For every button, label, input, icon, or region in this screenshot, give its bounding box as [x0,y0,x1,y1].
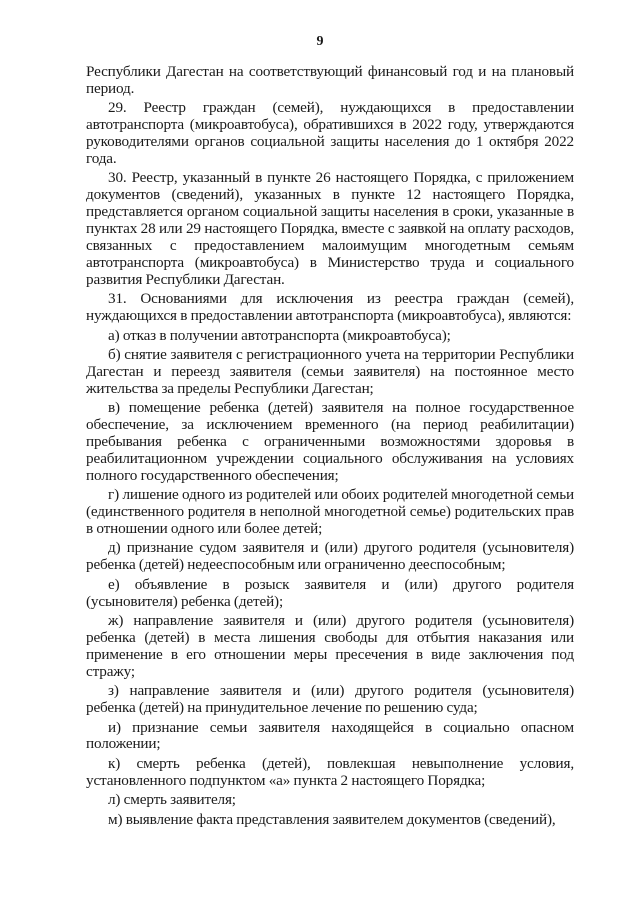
subitem-i: и) признание семьи заявителя находящейся в социально опасном положении; [86,718,574,753]
subitem-z: з) направление заявителя и (или) другого родителя (усыновителя) ребенка (детей) на принудительное лечение по решению суда; [86,682,574,717]
subitem-l: л) смерть заявителя; [108,791,236,809]
paragraph-continuation: Республики Дагестан на соответствующий финансовый год и на плановый период. [86,63,574,97]
subitem-k: к) смерть ребенка (детей), повлекшая невыполнение условия, установленного подпунктом «а» пункта 2 настоящего Порядка; [86,754,574,789]
paragraph-item-31: 31. Основаниями для исключения из реестра граждан (семей), нуждающихся в предоставлении автотранспорта (микроавтобуса), являются: [86,290,574,325]
subitem-zh: ж) направление заявителя и (или) другого родителя (усыновителя) ребенка (детей) в места лишения свободы для отбытия наказания или применение в его отношении меры пресечения в виде заключения под стражу; [86,612,574,680]
subitem-a: а) отказ в получении автотранспорта (микроавтобуса); [108,326,451,344]
page-number: 9 [316,34,324,49]
subitem-m: м) выявление факта представления заявителем документов (сведений), [108,810,556,828]
subitem-v: в) помещение ребенка (детей) заявителя на полное государственное обеспечение, за исключением временного (на период реабилитации) пребывания ребенка с ограниченными возможностями здоровья в реабилитационном учреждении социального обслуживания на условиях полного государственного обеспечения; [86,399,574,484]
subitem-b: б) снятие заявителя с регистрационного учета на территории Республики Дагестан и переезд заявителя (семьи заявителя) на постоянное место жительства за пределы Республики Дагестан; [86,346,574,397]
paragraph-item-30: 30. Реестр, указанный в пункте 26 настоящего Порядка, с приложением документов (сведений), указанных в пункте 12 настоящего Порядка, представляется органом социальной защиты населения в сроки, указанные в пунктах 28 или 29 настоящего Порядка, вместе с заявкой на оплату расходов, связанных с предоставлением малоимущим многодетным семьям автотранспорта (микроавтобуса) в Министерство труда и социального развития Республики Дагестан. [86,169,574,288]
document-body [86,64,574,831]
subitem-e: е) объявление в розыск заявителя и (или) другого родителя (усыновителя) ребенка (детей); [86,575,574,610]
subitem-d: д) признание судом заявителя и (или) другого родителя (усыновителя) ребенка (детей) недееспособным или ограниченно дееспособным; [86,539,574,574]
paragraph-item-29: 29. Реестр граждан (семей), нуждающихся в предоставлении автотранспорта (микроавтобуса), обратившихся в 2022 году, утверждаются руководителями органов социальной защиты населения до 1 октября 2022 года. [86,99,574,168]
subitem-g: г) лишение одного из родителей или обоих родителей многодетной семьи (единственного родителя в неполной многодетной семье) родительских прав в отношении одного или более детей; [86,486,574,538]
